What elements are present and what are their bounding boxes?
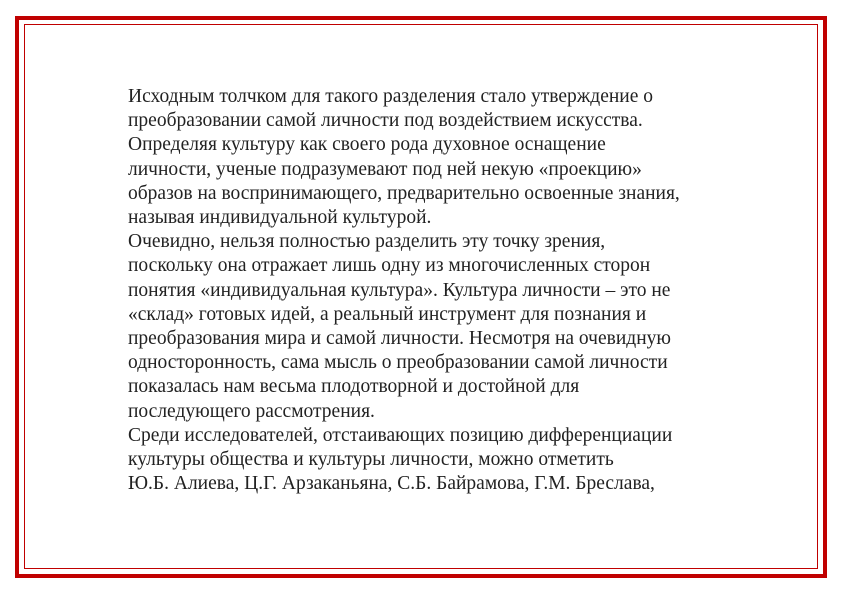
text-line: Определяя культуру как своего рода духовное оснащение [128,134,606,156]
paragraph-1 [128,85,758,230]
text-line: Очевидно, нельзя полностью разделить эту точку зрения, [128,231,606,253]
text-line: последующего рассмотрения. [128,400,375,422]
text-line: культуры общества и культуры личности, можно отметить [128,449,614,471]
paragraph-3 [128,424,758,497]
text-line: Исходным толчком для такого разделения стало утверждение о [128,86,654,107]
text-line: поскольку она отражает лишь одну из многочисленных сторон [128,255,651,277]
text-line: называя индивидуальной культурой. [128,207,432,229]
text-line: образов на воспринимающего, предварительно освоенные знания, [128,182,680,204]
text-line: понятия «индивидуальная культура». Культура личности – это не [128,279,671,301]
text-line: преобразования мира и самой личности. Несмотря на очевидную [128,328,671,350]
text-line: преобразовании самой личности под воздействием искусства. [128,110,643,132]
body-text [128,85,758,496]
text-line: Среди исследователей, отстаивающих позицию дифференциации [128,424,673,446]
text-line: односторонность, сама мысль о преобразовании самой личности [128,352,668,374]
text-line: личности, ученые подразумевают под ней некую «проекцию» [128,158,642,180]
text-line: показалась нам весьма плодотворной и достойной для [128,376,580,398]
text-line: Ю.Б. Алиева, Ц.Г. Арзаканьяна, С.Б. Байрамова, Г.М. Бреслава, [128,473,655,495]
text-line: «склад» готовых идей, а реальный инструмент для познания и [128,303,647,325]
paragraph-2 [128,230,758,424]
